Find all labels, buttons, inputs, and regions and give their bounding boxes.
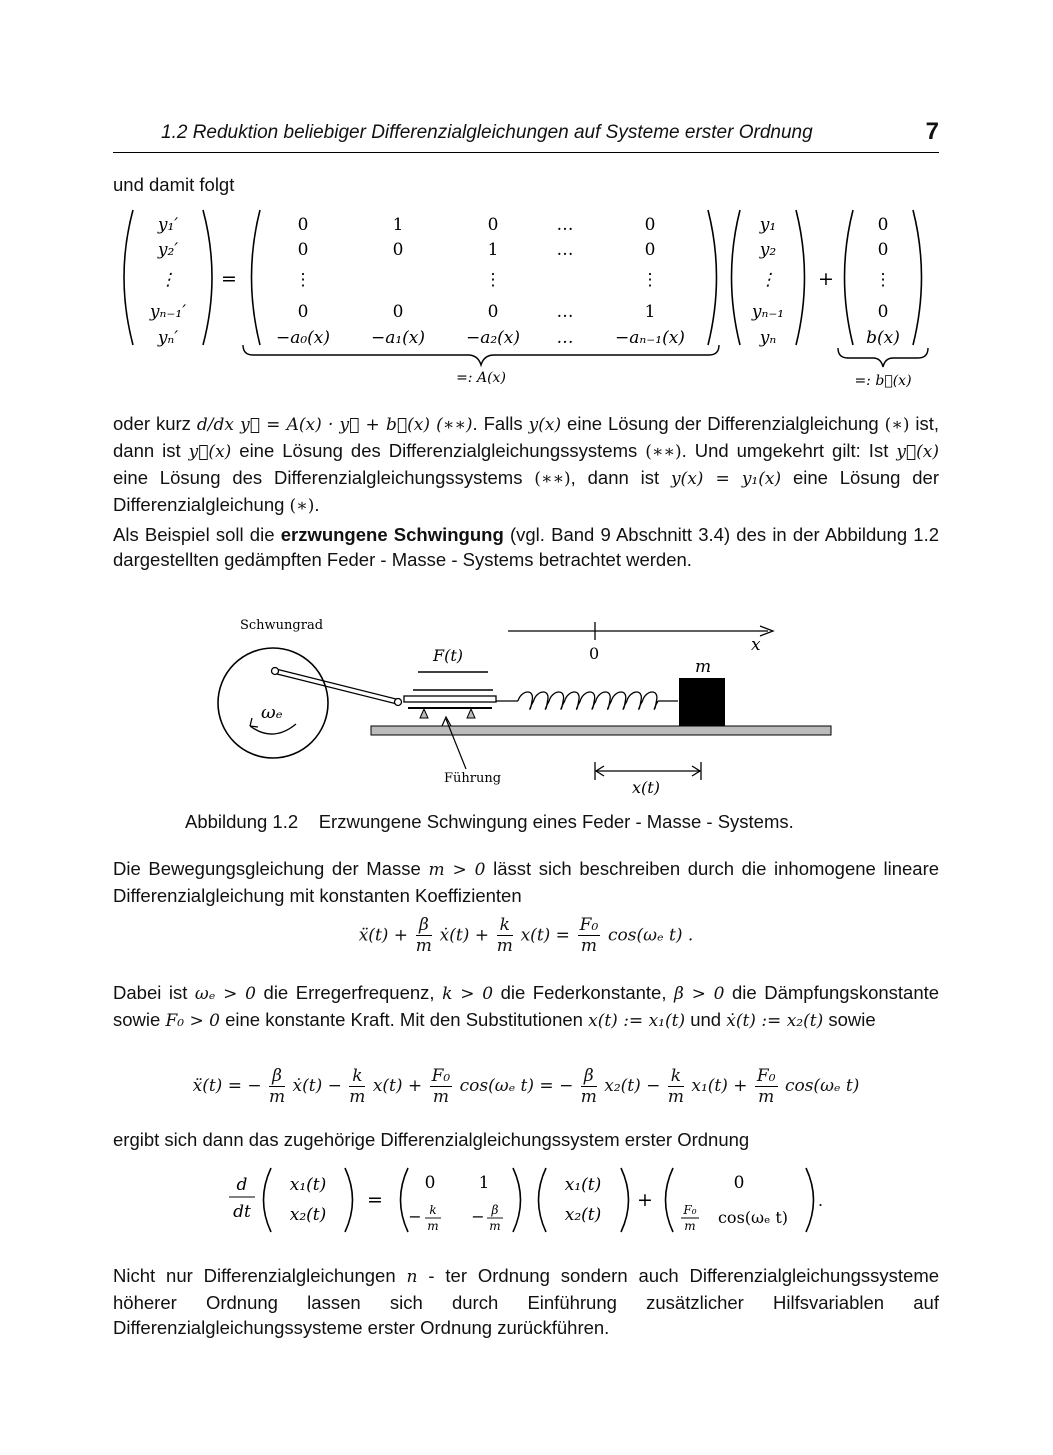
text: - ter Ordnung sondern auch Differenzialgleichungssysteme höherer Ordnung lassen sich durch Einführung zusätzlicher Hilfsvariablen auf Differenzialgleichungssysteme erster Ordnung zurückführen. [113,1265,940,1338]
text: Als Beispiel soll die [113,524,275,545]
eq3-a21n: k [429,1203,437,1217]
eq3-md: m [684,1219,696,1233]
text: . [314,494,320,515]
frac-num: β [269,1066,285,1087]
text: die Dämpfungskonstante sowie [113,982,940,1030]
lhs-entry: y₂′ [157,240,179,260]
text: eine konstante Kraft. Mit den Substitutionen [225,1009,583,1030]
label-mass: m [695,657,712,677]
eq-term: x(t) = [520,925,570,946]
text: eine Lösung des Differenzialgleichungssystems [239,440,638,461]
frac-den: m [349,1087,366,1107]
frac-den: m [269,1087,286,1107]
matrix-cell: −a₂(x) [465,328,521,348]
text: Dabei ist [113,982,188,1003]
matrix-cell: 0 [644,215,656,235]
vec-b-entry: 0 [877,240,889,260]
text: lässt sich beschreiben durch die inhomogene lineare Differenzialgleichung mit konstanten Koeffizienten [113,858,940,906]
intro-text: und damit folgt [113,174,235,195]
label-fuehrung: Führung [444,771,502,786]
frac-num: β [416,915,432,936]
eq3-x1: x₁(t) [289,1175,327,1195]
math: y⃗(x) [896,442,939,462]
math: n [406,1267,418,1287]
paragraph-3 [113,856,939,908]
math: y(x) [528,415,562,435]
text: die Federkonstante, [500,982,667,1003]
label-xt: x(t) [632,778,660,797]
frac-den: m [415,936,432,956]
eq3-minus: − [408,1207,422,1226]
vec-y-entry: y₂ [759,240,777,260]
matrix-cell: 1 [392,215,404,235]
math: β > 0 [674,984,725,1004]
text: eine Lösung der Differenzialgleichung [567,413,879,434]
frac-den: m [758,1087,775,1107]
eq3-x1: x₁(t) [564,1175,602,1195]
math: y⃗(x) [188,442,232,462]
frac-num: F₀ [756,1066,776,1086]
frac-den: m [496,936,513,956]
eq-term: x₂(t) − [604,1076,661,1096]
eq3-x2: x₂(t) [564,1205,602,1225]
math: k > 0 [442,984,494,1004]
matrix-cell: 0 [644,240,656,260]
equation-3 [223,1162,823,1242]
mass-block [679,678,725,726]
section-title: 1.2 Reduktion beliebiger Differenzialgleichungen auf Systeme erster Ordnung [161,122,813,143]
eq-term: ẍ(t) = − [192,1076,262,1096]
eq3-a22n: β [491,1203,499,1217]
frac-den: m [667,1087,684,1107]
eq-term: ẍ(t) + [358,925,409,946]
caption-number: Abbildung 1.2 [185,811,299,832]
frac-num: k [497,915,513,936]
vec-y-entry: yₙ₋₁ [751,302,785,322]
eq-term: ẋ(t) − [292,1076,342,1096]
text: sowie [828,1009,876,1030]
vec-y-entry: ⋮ [759,270,777,290]
eq3-minus: − [471,1207,485,1226]
text: . Falls [472,413,523,434]
text: Nicht nur Differenzialgleichungen [113,1265,396,1286]
paragraph-4 [113,980,939,1034]
label-zero: 0 [589,644,600,663]
label-A: =: A(x) [456,370,506,386]
frac-num: k [668,1066,684,1087]
lhs-entry: yₙ₋₁′ [149,302,187,322]
matrix-cell: … [556,240,574,260]
svg-text:+: + [818,268,834,290]
math: (∗) [884,415,910,435]
matrix-cell: … [556,215,574,235]
vec-b-entry: 0 [877,302,889,322]
eq3-b2: cos(ωₑ t) [717,1208,789,1227]
text: eine Lösung des Differenzialgleichungssystems [113,467,523,488]
equation-1 [113,915,939,956]
eq3-dot: . [818,1190,824,1210]
label-schwungrad: Schwungrad [240,618,324,633]
eq3-a12: 1 [478,1173,490,1193]
eq3-f0: F₀ [683,1203,697,1217]
matrix-cell: ⋮ [294,270,312,290]
frac-num: k [349,1066,365,1087]
matrix-equation [113,205,939,395]
math: (∗) [289,496,315,516]
eq-term: ẋ(t) + [439,925,489,946]
matrix-cell: −a₀(x) [275,328,331,348]
paragraph-6 [113,1263,939,1340]
text: Die Bewegungsgleichung der Masse [113,858,421,879]
math: ωₑ > 0 [194,984,256,1004]
vec-y-entry: y₁ [759,215,777,235]
text: die Erregerfrequenz, [263,982,435,1003]
caption-text: Erzwungene Schwingung eines Feder - Masse - Systems. [318,811,794,832]
text: oder kurz [113,413,191,434]
text: und [690,1009,722,1030]
label-force: F(t) [433,646,464,665]
text: (vgl. Band 9 Abschnitt 3.4) des in der Abbildung 1.2 dargestellten gedämpften Feder - Masse - Systems betrachtet werden. [113,524,940,570]
frac-num: F₀ [579,915,599,935]
eq3-plus: + [637,1189,653,1211]
eq-term: cos(ωₑ t) [784,1076,860,1096]
math-system: d/dx y⃗ = A(x) · y⃗ + b⃗(x) (∗∗) [196,415,473,435]
label-b: =: b⃗(x) [854,373,912,389]
math: ẋ(t) := x₂(t) [726,1011,824,1031]
text: , dann ist [570,467,660,488]
eq-term: cos(ωₑ t) . [608,925,694,946]
matrix-cell: 0 [297,215,309,235]
eq-term: x₁(t) + [691,1076,748,1096]
frac-num: F₀ [431,1066,451,1086]
paragraph-1 [113,411,939,519]
label-omega: ωₑ [261,702,283,723]
lhs-entry: yₙ′ [157,328,179,348]
eq3-md: m [427,1219,439,1233]
math: F₀ > 0 [165,1011,220,1031]
matrix-cell: 0 [297,240,309,260]
eq-term: x(t) + [372,1076,423,1096]
text: ist, dann ist [113,413,940,461]
lhs-entry: ⋮ [159,270,177,290]
matrix-cell: 1 [487,240,499,260]
frac-den: m [580,936,598,956]
eq3-a11: 0 [424,1173,436,1193]
math: (∗∗) [645,442,682,462]
matrix-cell: 0 [392,240,404,260]
vec-b-entry: b(x) [866,328,900,348]
figure-caption [185,811,794,833]
matrix-cell: −a₁(x) [370,328,426,348]
frac-den: m [580,1087,597,1107]
paragraph-5: ergibt sich dann das zugehörige Differenzialgleichungssystem erster Ordnung [113,1129,750,1150]
paragraph-2 [113,522,939,572]
math: (∗∗) [534,469,571,489]
frac-den: m [432,1087,449,1107]
vec-b-entry: 0 [877,215,889,235]
equation-2 [113,1066,939,1107]
eq3-md: m [489,1219,501,1233]
text: . Und umgekehrt gilt: Ist [681,440,889,461]
page-number: 7 [925,118,939,145]
matrix-cell: ⋮ [641,270,659,290]
matrix-cell: 0 [487,215,499,235]
matrix-cell: … [556,302,574,322]
figure-spring-mass [208,610,848,800]
matrix-cell: 0 [297,302,309,322]
text: eine Lösung der Differenzialgleichung [113,467,939,515]
running-header [113,118,939,153]
eq-term: cos(ωₑ t) = − [459,1076,574,1096]
eq3-dt: dt [233,1202,251,1222]
lhs-entry: y₁′ [157,215,179,235]
eq3-eq: = [367,1189,383,1211]
vec-y-entry: yₙ [759,328,777,348]
matrix-cell: 0 [487,302,499,322]
math: m > 0 [428,860,486,880]
svg-text:=: = [221,268,237,290]
frac-num: β [581,1066,597,1087]
matrix-cell: ⋮ [484,270,502,290]
math: y(x) = y₁(x) [670,469,782,489]
matrix-cell: 0 [392,302,404,322]
bold-term: erzwungene Schwingung [280,524,504,545]
eq3-d: d [236,1175,248,1195]
math: x(t) := x₁(t) [588,1011,686,1031]
matrix-cell: 1 [644,302,656,322]
label-x: x [751,635,761,655]
vec-b-entry: ⋮ [874,270,892,290]
matrix-cell: −aₙ₋₁(x) [615,328,685,348]
eq3-b1: 0 [733,1173,745,1193]
matrix-cell: … [556,328,574,348]
eq3-x2: x₂(t) [289,1205,327,1225]
